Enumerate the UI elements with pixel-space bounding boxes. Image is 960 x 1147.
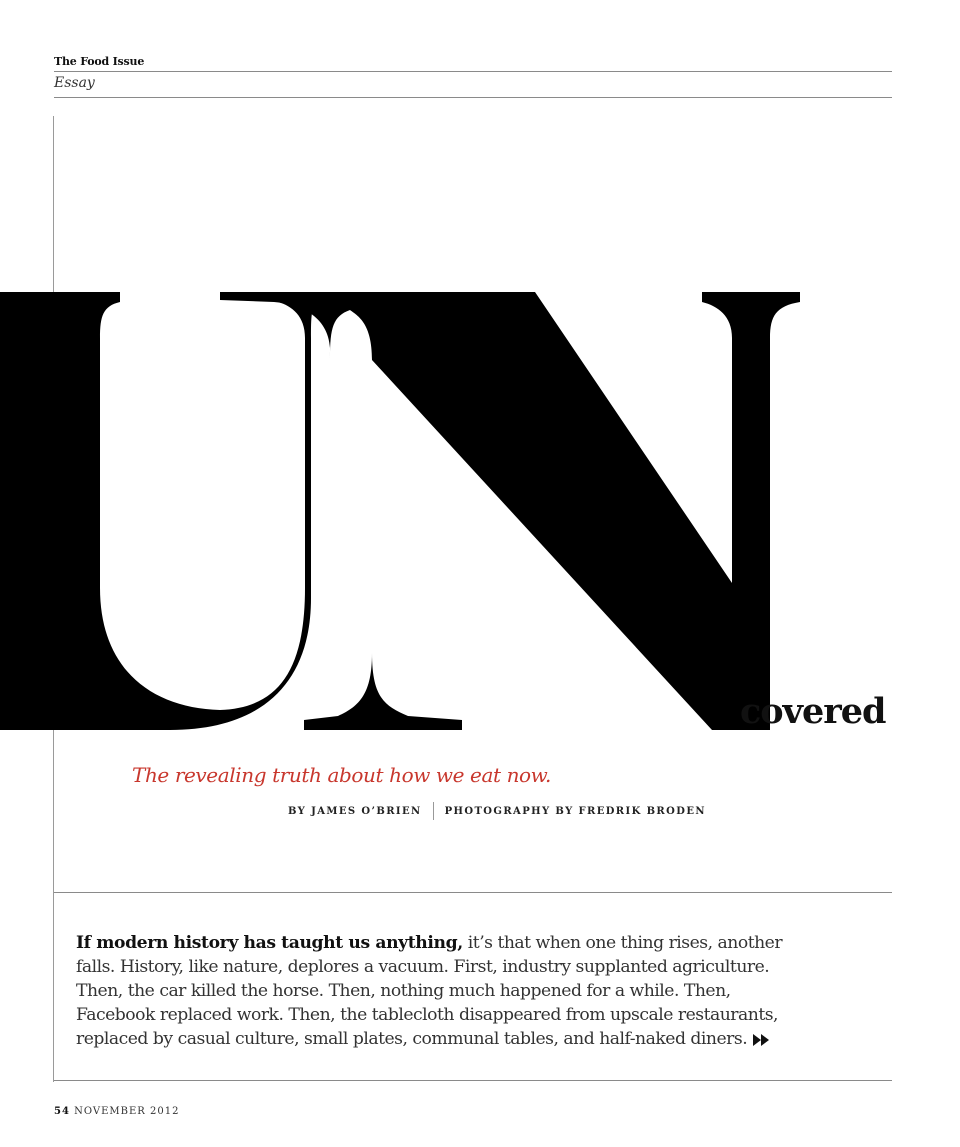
lede-line-1	[76, 931, 906, 955]
lede-line-2: falls. History, like nature, deplores a vacuum. First, industry supplanted agriculture.	[76, 957, 770, 977]
section-label: The Food Issue	[54, 55, 145, 68]
section-rule	[54, 892, 892, 893]
letter-u	[0, 292, 318, 730]
lede-line-4: Facebook replaced work. Then, the tablecloth disappeared from upscale restaurants,	[76, 1005, 779, 1025]
lede-line-5	[76, 1027, 906, 1051]
lede-line-1-text: it’s that when one thing rises, another	[462, 933, 783, 953]
footer-rule	[54, 1080, 892, 1081]
page-folio	[54, 1106, 179, 1117]
issue-date: NOVEMBER 2012	[74, 1106, 180, 1117]
section-sublabel: Essay	[54, 75, 95, 91]
title-big-letters	[0, 288, 800, 730]
byline-divider	[433, 802, 434, 820]
page-number: 54	[54, 1106, 70, 1117]
deck-subtitle: The revealing truth about how we eat now.	[132, 763, 551, 787]
lede-lead-in: If modern history has taught us anything,	[76, 933, 463, 953]
byline	[288, 801, 706, 821]
title-suffix: covered	[740, 691, 886, 732]
header-rule-secondary	[54, 97, 892, 98]
lede-line-5-text: replaced by casual culture, small plates, communal tables, and half-naked diners.	[76, 1029, 748, 1049]
double-arrow-right-icon	[753, 1034, 771, 1046]
lede-line-3: Then, the car killed the horse. Then, nothing much happened for a while. Then,	[76, 981, 731, 1001]
byline-author: BY JAMES O’BRIEN	[288, 805, 422, 817]
byline-photography: PHOTOGRAPHY BY FREDRIK BRODEN	[444, 805, 706, 817]
lede-paragraph	[76, 931, 906, 1051]
header-rule	[54, 71, 892, 72]
